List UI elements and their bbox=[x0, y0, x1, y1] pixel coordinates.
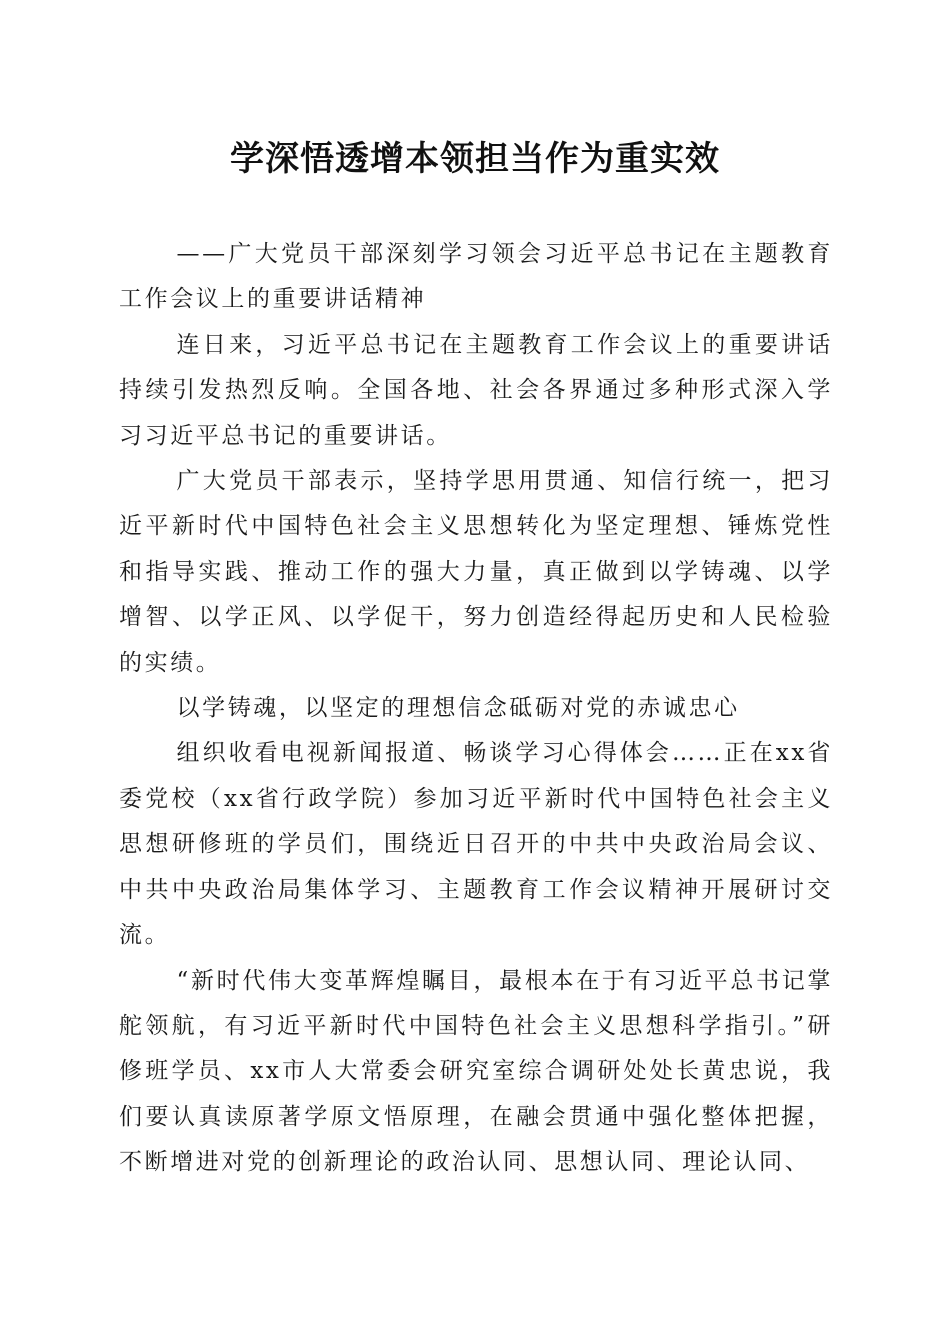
body-paragraph: 广大党员干部表示，坚持学思用贯通、知信行统一，把习近平新时代中国特色社会主义思想转化为坚定理想、锤炼党性和指导实践、推动工作的强大力量，真正做到以学铸魂、以学增智、以学正风、以学促干，努力创造经得起历史和人民检验的实绩。 bbox=[119, 468, 833, 676]
body-paragraph: “新时代伟大变革辉煌瞩目，最根本在于有习近平总书记掌舵领航，有习近平新时代中国特色社会主义思想科学指引。”研修班学员、xx市人大常委会研究室综合调研处处长黄忠说，我们要认真读原著学原文悟原理，在融会贯通中强化整体把握，不断增进对党的创新理论的政治认同、思想认同、理论认同、 bbox=[119, 967, 833, 1176]
subtitle-paragraph: ——广大党员干部深刻学习领会习近平总书记在主题教育工作会议上的重要讲话精神 bbox=[119, 241, 833, 313]
section-heading: 以学铸魂，以坚定的理想信念砥砺对党的赤诚忠心 bbox=[176, 695, 740, 722]
body-paragraph: 组织收看电视新闻报道、畅谈学习心得体会……正在xx省委党校（xx省行政学院）参加习近平新时代中国特色社会主义思想研修班的学员们，围绕近日召开的中共中央政治局会议、中共中央政治局集体学习、主题教育工作会议精神开展研讨交流。 bbox=[119, 740, 833, 949]
document-title: 学深悟透增本领担当作为重实效 bbox=[230, 139, 720, 179]
document-body bbox=[119, 232, 833, 1186]
body-paragraph: 连日来，习近平总书记在主题教育工作会议上的重要讲话持续引发热烈反响。全国各地、社会各界通过多种形式深入学习习近平总书记的重要讲话。 bbox=[119, 331, 833, 449]
